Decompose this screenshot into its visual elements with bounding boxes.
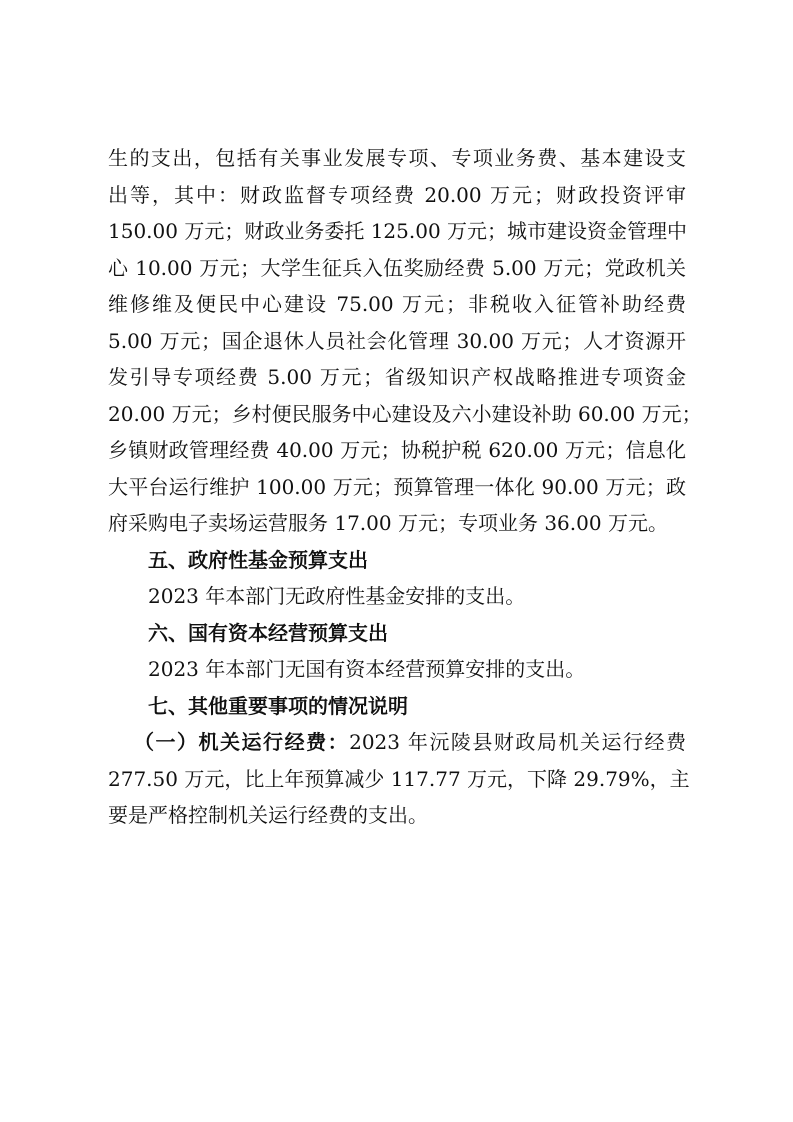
text-line [108, 724, 686, 761]
section-body-5: 2023 年本部门无政府性基金安排的支出。 [148, 584, 526, 608]
text-line: 要是严格控制机关运行经费的支出。 [108, 803, 428, 827]
section-heading-6: 六、国有资本经营预算支出 [148, 620, 388, 645]
text-line: 府采购电子卖场运营服务 17.00 万元；专项业务 36.00 万元。 [108, 511, 668, 535]
text-line: 277.50 万元，比上年预算减少 117.77 万元，下降 29.79%，主 [108, 766, 690, 791]
section-heading-5: 五、政府性基金预算支出 [148, 547, 368, 572]
text-line: 出等，其中：财政监督专项经费 20.00 万元；财政投资评审 [108, 182, 686, 207]
text-line: 20.00 万元；乡村便民服务中心建设及六小建设补助 60.00 万元； [108, 401, 702, 426]
text-line: 150.00 万元；财政业务委托 125.00 万元；城市建设资金管理中 [108, 219, 688, 243]
document-page [108, 140, 702, 834]
section-body-6: 2023 年本部门无国有资本经营预算安排的支出。 [148, 657, 586, 681]
section-7-item-1 [108, 724, 690, 834]
item-lead-label: （一）机关运行经费： [134, 730, 350, 754]
text-line: 乡镇财政管理经费 40.00 万元；协税护税 620.00 万元；信息化 [108, 438, 686, 462]
text-line: 生的支出，包括有关事业发展专项、专项业务费、基本建设支 [108, 146, 686, 170]
text-line: 心 10.00 万元；大学生征兵入伍奖励经费 5.00 万元；党政机关 [108, 255, 686, 280]
text-line: 维修维及便民中心建设 75.00 万元；非税收入征管补助经费 [108, 292, 686, 316]
text-line: 5.00 万元；国企退休人员社会化管理 30.00 万元；人才资源开 [108, 328, 686, 353]
item-text: 2023 年沅陵县财政局机关运行经费 [349, 730, 686, 754]
section-heading-7: 七、其他重要事项的情况说明 [148, 693, 408, 718]
continuation-paragraph [108, 140, 702, 542]
text-line: 发引导专项经费 5.00 万元；省级知识产权战略推进专项资金 [108, 365, 686, 389]
text-line: 大平台运行维护 100.00 万元；预算管理一体化 90.00 万元；政 [108, 474, 686, 499]
